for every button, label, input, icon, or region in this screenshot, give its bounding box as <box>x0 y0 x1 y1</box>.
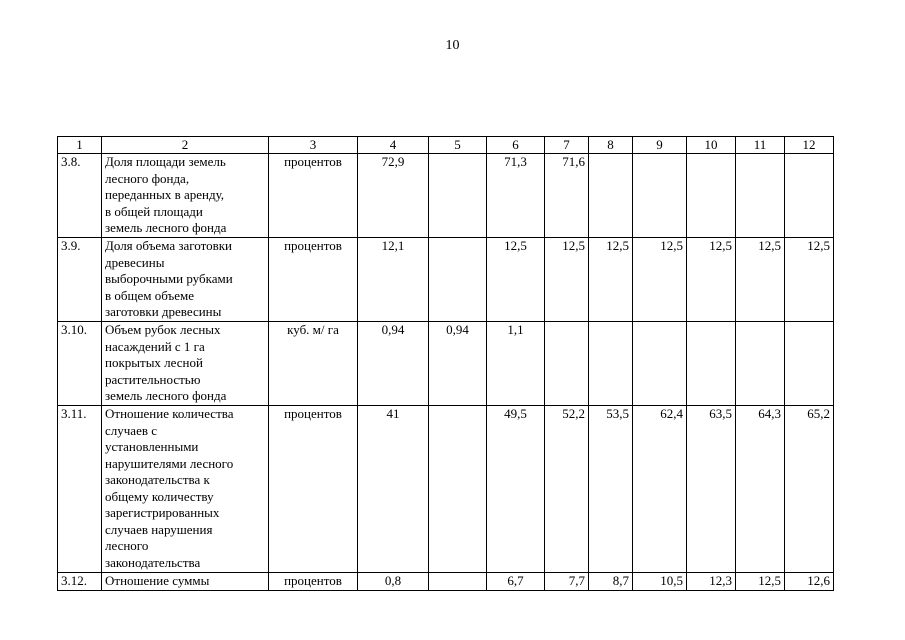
header-cell: 6 <box>487 137 545 154</box>
value-cell: 0,94 <box>358 322 429 406</box>
indicator-name-line: случаев с <box>105 422 157 438</box>
value-cell: 12,3 <box>687 573 736 591</box>
unit-cell: процентов <box>269 406 358 573</box>
value-cell: 6,7 <box>487 573 545 591</box>
value-cell: 71,3 <box>487 154 545 238</box>
value-cell: 64,3 <box>736 406 785 573</box>
value-cell <box>785 154 834 238</box>
value-cell: 7,7 <box>545 573 589 591</box>
table-row <box>58 406 834 573</box>
value-cell: 12,5 <box>785 238 834 322</box>
header-cell: 3 <box>269 137 358 154</box>
header-cell: 4 <box>358 137 429 154</box>
indicator-name-line: выборочными рубками <box>105 271 233 286</box>
indicator-name-line: нарушителями лесного <box>105 455 234 471</box>
value-cell: 65,2 <box>785 406 834 573</box>
value-cell <box>429 154 487 238</box>
indicator-name-line: общему количеству <box>105 488 214 504</box>
value-cell: 12,5 <box>633 238 687 322</box>
header-cell: 2 <box>102 137 269 154</box>
value-cell: 53,5 <box>589 406 633 573</box>
indicator-name-line: лесного <box>105 538 149 553</box>
header-cell: 12 <box>785 137 834 154</box>
indicator-name-cell <box>102 238 269 322</box>
indicator-name-line: установленными <box>105 439 199 454</box>
value-cell: 12,5 <box>687 238 736 322</box>
indicator-name-cell <box>102 573 269 591</box>
value-cell <box>687 322 736 406</box>
value-cell: 1,1 <box>487 322 545 406</box>
indicator-name-line: законодательства к <box>105 472 210 487</box>
indicator-name-line: древесины <box>105 254 165 270</box>
table-row <box>58 573 834 591</box>
value-cell <box>429 406 487 573</box>
value-cell: 12,6 <box>785 573 834 591</box>
indicator-name-line: Отношение количества <box>105 406 234 421</box>
header-cell: 7 <box>545 137 589 154</box>
header-cell: 10 <box>687 137 736 154</box>
value-cell: 71,6 <box>545 154 589 238</box>
table-row <box>58 322 834 406</box>
value-cell <box>633 322 687 406</box>
header-cell: 5 <box>429 137 487 154</box>
value-cell <box>736 154 785 238</box>
value-cell <box>785 322 834 406</box>
value-cell: 72,9 <box>358 154 429 238</box>
unit-cell: процентов <box>269 154 358 238</box>
indicator-name-line: Отношение суммы <box>105 573 210 588</box>
row-number-cell: 3.12. <box>58 573 102 591</box>
indicator-name-cell <box>102 406 269 573</box>
value-cell: 41 <box>358 406 429 573</box>
indicator-name-line: Доля площади земель <box>105 154 226 169</box>
indicator-name-line: Объем рубок лесных <box>105 322 221 337</box>
indicator-name-line: растительностью <box>105 371 201 387</box>
value-cell <box>545 322 589 406</box>
indicator-name-line: покрытых лесной <box>105 355 203 370</box>
value-cell: 52,2 <box>545 406 589 573</box>
table-row <box>58 238 834 322</box>
unit-cell: процентов <box>269 573 358 591</box>
value-cell: 12,5 <box>545 238 589 322</box>
value-cell: 0,8 <box>358 573 429 591</box>
value-cell: 12,1 <box>358 238 429 322</box>
header-cell: 9 <box>633 137 687 154</box>
indicator-name-line: законодательства <box>105 554 201 570</box>
row-number-cell: 3.9. <box>58 238 102 322</box>
value-cell: 8,7 <box>589 573 633 591</box>
value-cell <box>589 322 633 406</box>
indicator-name-line: Доля объема заготовки <box>105 238 233 253</box>
header-cell: 11 <box>736 137 785 154</box>
indicator-name-line: земель лесного фонда <box>105 220 227 235</box>
indicator-name-line: земель лесного фонда <box>105 388 227 403</box>
value-cell <box>736 322 785 406</box>
indicator-name-line: в общем объеме <box>105 287 195 303</box>
row-number-cell: 3.11. <box>58 406 102 573</box>
row-number-cell: 3.8. <box>58 154 102 238</box>
page-number: 10 <box>445 38 460 53</box>
data-table <box>57 136 834 591</box>
value-cell <box>687 154 736 238</box>
indicator-name-line: случаев нарушения <box>105 521 213 537</box>
value-cell: 10,5 <box>633 573 687 591</box>
indicator-name-line: в общей площади <box>105 203 203 219</box>
indicator-name-line: зарегистрированных <box>105 505 220 520</box>
header-cell: 1 <box>58 137 102 154</box>
value-cell <box>429 238 487 322</box>
indicator-name-cell <box>102 322 269 406</box>
value-cell <box>429 573 487 591</box>
indicator-name-line: насаждений с 1 га <box>105 338 205 354</box>
table-row <box>58 154 834 238</box>
indicator-name-line: лесного фонда, <box>105 170 190 186</box>
value-cell: 49,5 <box>487 406 545 573</box>
indicator-name-line: заготовки древесины <box>105 304 222 319</box>
unit-cell: процентов <box>269 238 358 322</box>
value-cell: 63,5 <box>687 406 736 573</box>
row-number-cell: 3.10. <box>58 322 102 406</box>
value-cell: 12,5 <box>736 573 785 591</box>
header-cell: 8 <box>589 137 633 154</box>
value-cell <box>633 154 687 238</box>
unit-cell: куб. м/ га <box>269 322 358 406</box>
header-row <box>58 137 834 154</box>
value-cell <box>589 154 633 238</box>
indicator-name-cell <box>102 154 269 238</box>
indicator-name-line: переданных в аренду, <box>105 187 225 202</box>
value-cell: 0,94 <box>429 322 487 406</box>
value-cell: 12,5 <box>487 238 545 322</box>
value-cell: 62,4 <box>633 406 687 573</box>
value-cell: 12,5 <box>589 238 633 322</box>
value-cell: 12,5 <box>736 238 785 322</box>
